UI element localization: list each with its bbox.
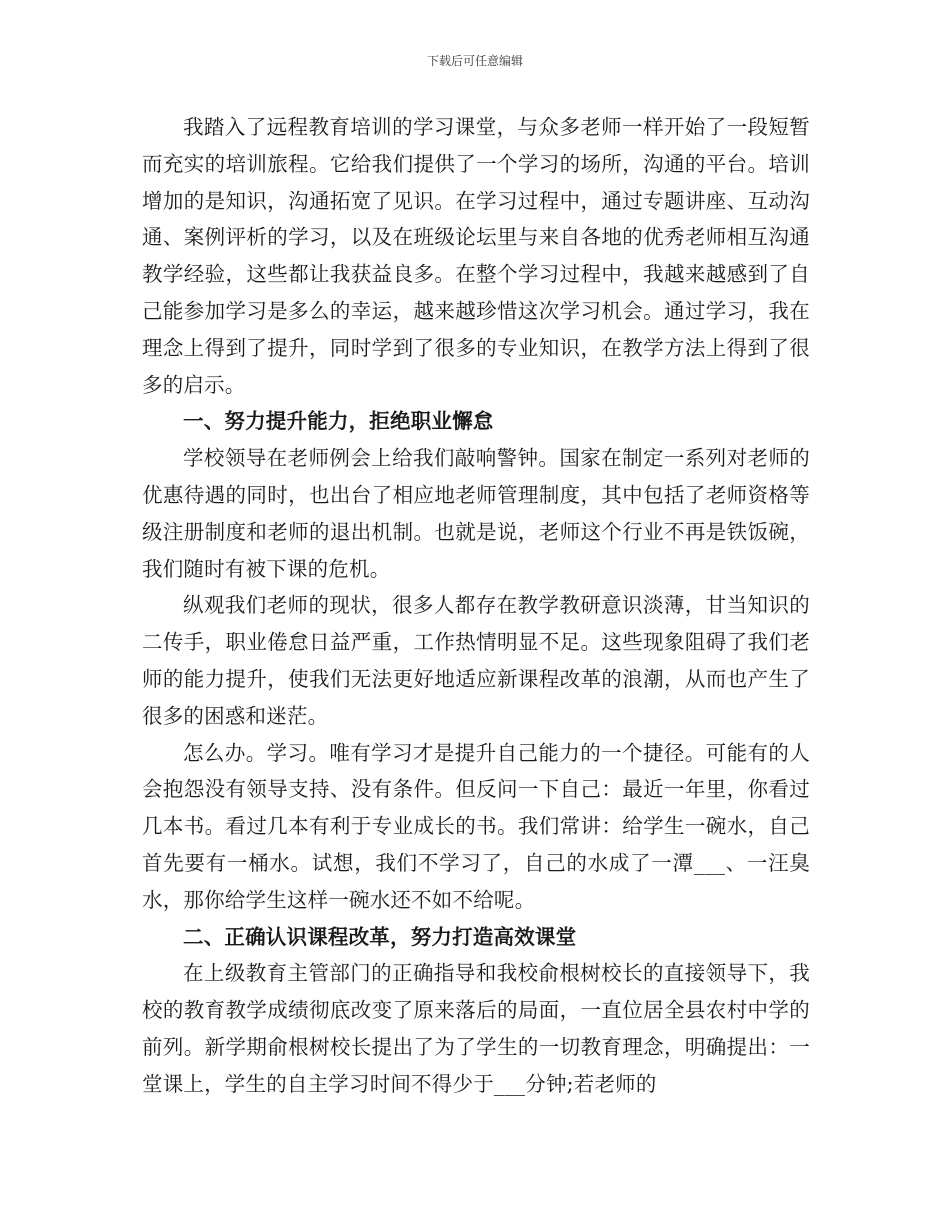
paragraph-section2-a: 在上级教育主管部门的正确指导和我校俞根树校长的直接领导下，我校的教育教学成绩彻底改变了原来落后的局面，一直位居全县农村中学的前列。新学期俞根树校长提出了为了学生的一切教育理念，明确提出：一堂课上，学生的自主学习时间不得少于___分钟;若老师的 <box>142 961 810 1096</box>
paragraph-section1-a: 学校领导在老师例会上给我们敲响警钟。国家在制定一系列对老师的优惠待遇的同时，也出台了相应地老师管理制度，其中包括了老师资格等级注册制度和老师的退出机制。也就是说，老师这个行业不再是铁饭碗，我们随时有被下课的危机。 <box>142 446 810 581</box>
paragraph-intro: 我踏入了远程教育培训的学习课堂，与众多老师一样开始了一段短暂而充实的培训旅程。它给我们提供了一个学习的场所，沟通的平台。培训增加的是知识，沟通拓宽了见识。在学习过程中，通过专题讲座、互动沟通、案例评析的学习，以及在班级论坛里与来自各地的优秀老师相互沟通教学经验，这些都让我获益良多。在整个学习过程中，我越来越感到了自己能参加学习是多么的幸运，越来越珍惜这次学习机会。通过学习，我在理念上得到了提升，同时学到了很多的专业知识，在教学方法上得到了很多的启示。 <box>142 115 810 397</box>
paragraph-section1-c: 怎么办。学习。唯有学习才是提升自己能力的一个捷径。可能有的人会抱怨没有领导支持、没有条件。但反问一下自己：最近一年里，你看过几本书。看过几本有利于专业成长的书。我们常讲：给学生一碗水，自己首先要有一桶水。试想，我们不学习了，自己的水成了一潭___、一汪臭水，那你给学生这样一碗水还不如不给呢。 <box>142 740 810 912</box>
document-body <box>142 109 810 1103</box>
paragraph-section1-b: 纵观我们老师的现状，很多人都存在教学教研意识淡薄，甘当知识的二传手，职业倦怠日益严重，工作热情明显不足。这些现象阻碍了我们老师的能力提升，使我们无法更好地适应新课程改革的浪潮，从而也产生了很多的困惑和迷茫。 <box>142 593 810 728</box>
page-header: 下载后可任意编辑 <box>426 54 523 68</box>
section-heading-2: 二、正确认识课程改革，努力打造高效课堂 <box>183 924 577 949</box>
section-heading-1: 一、努力提升能力，拒绝职业懈怠 <box>183 409 494 434</box>
